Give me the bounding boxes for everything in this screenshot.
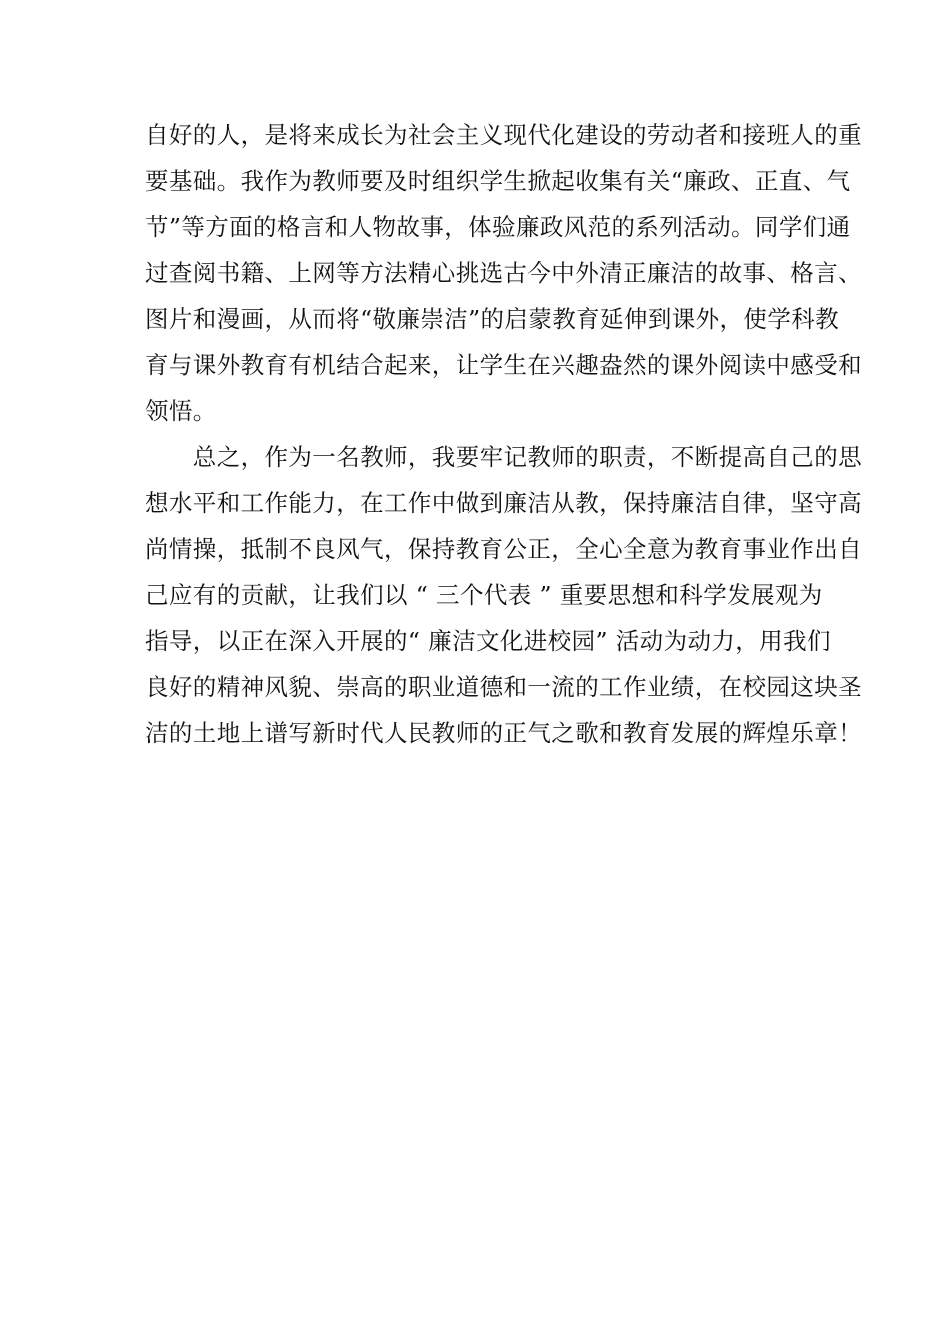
body-text bbox=[145, 112, 862, 756]
text-line: 节”等方面的格言和人物故事，体验廉政风范的系列活动。同学们通 bbox=[145, 213, 851, 241]
text-line: 总之，作为一名教师，我要牢记教师的职责，不断提高自己的思 bbox=[145, 443, 862, 471]
text-line: 良好的精神风貌、崇高的职业道德和一流的工作业绩，在校园这块圣 bbox=[145, 673, 862, 701]
text-line: 想水平和工作能力，在工作中做到廉洁从教，保持廉洁自律，坚守高 bbox=[145, 489, 862, 517]
text-line: 洁的土地上谱写新时代人民教师的正气之歌和教育发展的辉煌乐章！ bbox=[145, 719, 862, 747]
text-line: 指导，以正在深入开展的“ 廉洁文化进校园” 活动为动力，用我们 bbox=[145, 627, 831, 655]
text-line: 自好的人，是将来成长为社会主义现代化建设的劳动者和接班人的重 bbox=[145, 121, 862, 149]
text-line: 图片和漫画，从而将“敬廉崇洁”的启蒙教育延伸到课外，使学科教 bbox=[145, 305, 840, 333]
text-line: 要基础。我作为教师要及时组织学生掀起收集有关“廉政、正直、气 bbox=[145, 167, 851, 195]
text-line: 尚情操，抵制不良风气，保持教育公正，全心全意为教育事业作出自 bbox=[145, 535, 862, 563]
text-line: 过查阅书籍、上网等方法精心挑选古今中外清正廉洁的故事、格言、 bbox=[145, 259, 862, 287]
text-line: 育与课外教育有机结合起来，让学生在兴趣盎然的课外阅读中感受和 bbox=[145, 351, 862, 379]
text-line: 己应有的贡献，让我们以 “ 三个代表 ” 重要思想和科学发展观为 bbox=[145, 581, 823, 609]
text-line: 领悟。 bbox=[145, 397, 217, 425]
